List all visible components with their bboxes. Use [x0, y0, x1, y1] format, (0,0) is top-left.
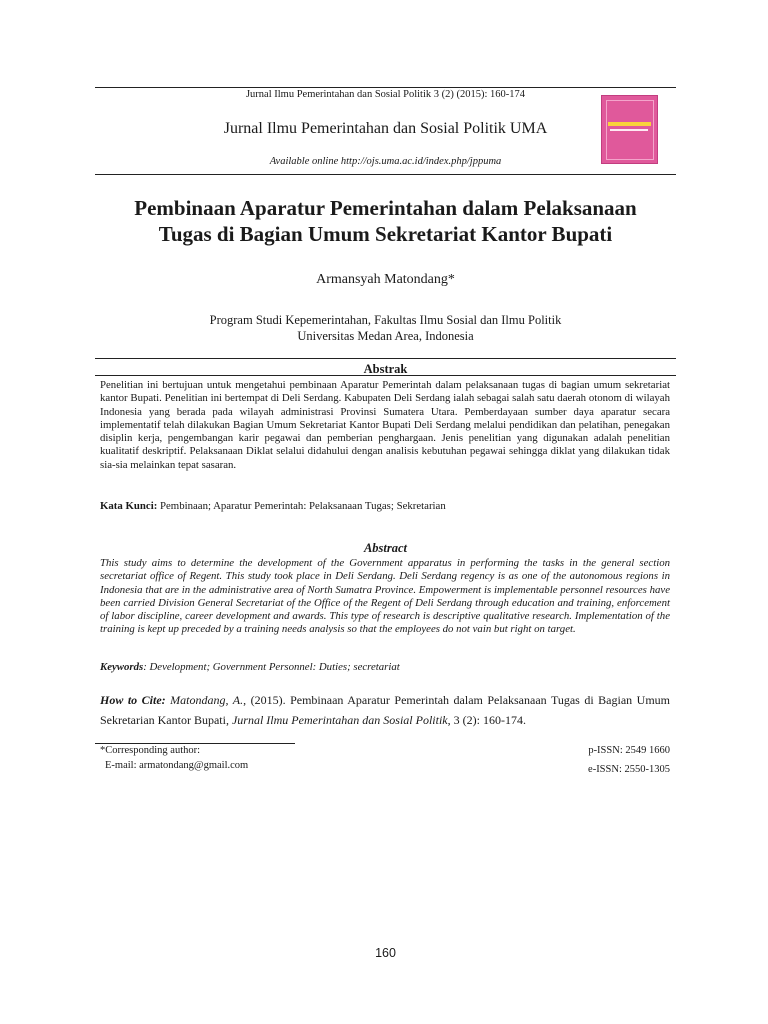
paper-title-line-1: Pembinaan Aparatur Pemerintahan dalam Pelaksanaan [134, 196, 637, 220]
kata-kunci-label: Kata Kunci: [100, 500, 158, 512]
kata-kunci-values: Pembinaan; Aparatur Pemerintah: Pelaksanaan Tugas; Sekretarian [157, 500, 446, 512]
p-issn: p-ISSN: 2549 1660 [588, 745, 670, 756]
keywords [100, 661, 670, 673]
cite-author: Matondang, A. [165, 693, 244, 707]
abstrak-heading-rule [95, 375, 676, 376]
running-head: Jurnal Ilmu Pemerintahan dan Sosial Politik 3 (2) (2015): 160-174 [245, 89, 526, 100]
kata-kunci [100, 500, 670, 512]
how-to-cite [100, 690, 670, 730]
corresponding-email[interactable]: E-mail: armatondang@gmail.com [105, 760, 249, 771]
keywords-values: : Development; Government Personnel: Duties; secretariat [143, 661, 400, 673]
top-rule [95, 87, 676, 88]
available-online-link[interactable]: Available online http://ojs.uma.ac.id/index.php/jppuma [269, 156, 502, 167]
abstrak-heading: Abstrak [363, 362, 408, 376]
header-bottom-rule [95, 174, 676, 175]
cite-label: How to Cite: [100, 693, 166, 707]
keywords-label: Keywords [100, 661, 144, 673]
cite-journal: Jurnal Ilmu Pemerintahan dan Sosial Politik [231, 713, 448, 727]
page-number: 160 [375, 946, 396, 960]
abstract-body: This study aims to determine the development of the Government apparatus in performing the tasks in the general section secretariat office of Regent. This study took place in Deli Serdang. Deli Serdang regency is as one of the autonomous regions in Indonesia that are in the administrative area of North Sumatra Province. Empowerment is implementable personnel resources have been carried Division General Secretariat of the Office of the Regent of Deli Serdang through education and training, enforcement of labor discipline, career development and awards. This type of research is descriptive qualitative research. Implementation of the training is kept up preceded by a training needs analysis so that the employees do not vain but right on target. [100, 557, 670, 636]
footer-rule [95, 743, 295, 744]
affiliation-line-1: Program Studi Kepemerintahan, Fakultas Ilmu Sosial dan Ilmu Politik [209, 313, 562, 327]
author-name: Armansyah Matondang* [316, 272, 455, 287]
paper-title-line-2: Tugas di Bagian Umum Sekretariat Kantor Bupati [158, 222, 613, 246]
paper-title [80, 195, 691, 247]
cover-subtitle-band [610, 129, 648, 131]
cite-text-2: , 3 (2): 160-174. [447, 713, 526, 727]
abstract-heading: Abstract [363, 541, 408, 555]
abstrak-top-rule [95, 358, 676, 359]
affiliation-line-2: Universitas Medan Area, Indonesia [297, 329, 474, 343]
corresponding-author-label: *Corresponding author: [100, 745, 201, 756]
journal-cover-thumbnail [601, 95, 658, 164]
journal-name: Jurnal Ilmu Pemerintahan dan Sosial Politik UMA [223, 120, 548, 137]
e-issn: e-ISSN: 2550-1305 [588, 764, 670, 775]
abstrak-body: Penelitian ini bertujuan untuk mengetahui pembinaan Aparatur Pemerintah dalam pelaksanaan tugas di bagian umum sekretariat kantor Bupati. Penelitian ini bertempat di Deli Serdang. Kabupaten Deli Serdang ialah sebagai salah satu daerah otonom di wilayah Indonesia yang berada pada wilayah administrasi Provinsi Sumatera Utara. Pemberdayaan sumber daya aparatur secara implementatif telah dilakukan Bagian Umum Sekretariat Kantor Bupati Deli Serdang melalui pendidikan dan pelatihan, penegakan disiplin kerja, pengembangan karir pegawai dan pemberian penghargaan. Jenis penelitian yang digunakan adalah penelitian kualitatif deskriptif. Pelaksanaan Diklat selalui didahului dengan analisis kebutuhan pegawai sehingga diklat yang dilakukan tidak sia-sia melainkan tepat sasaran. [100, 379, 670, 471]
cover-title-band [608, 122, 651, 126]
cite-text-1: , (2015). Pembinaan Aparatur Pemerintah dalam Pelaksanaan Tugas di Bagian Umum Sekretarian Kantor Bupati, [100, 693, 670, 727]
